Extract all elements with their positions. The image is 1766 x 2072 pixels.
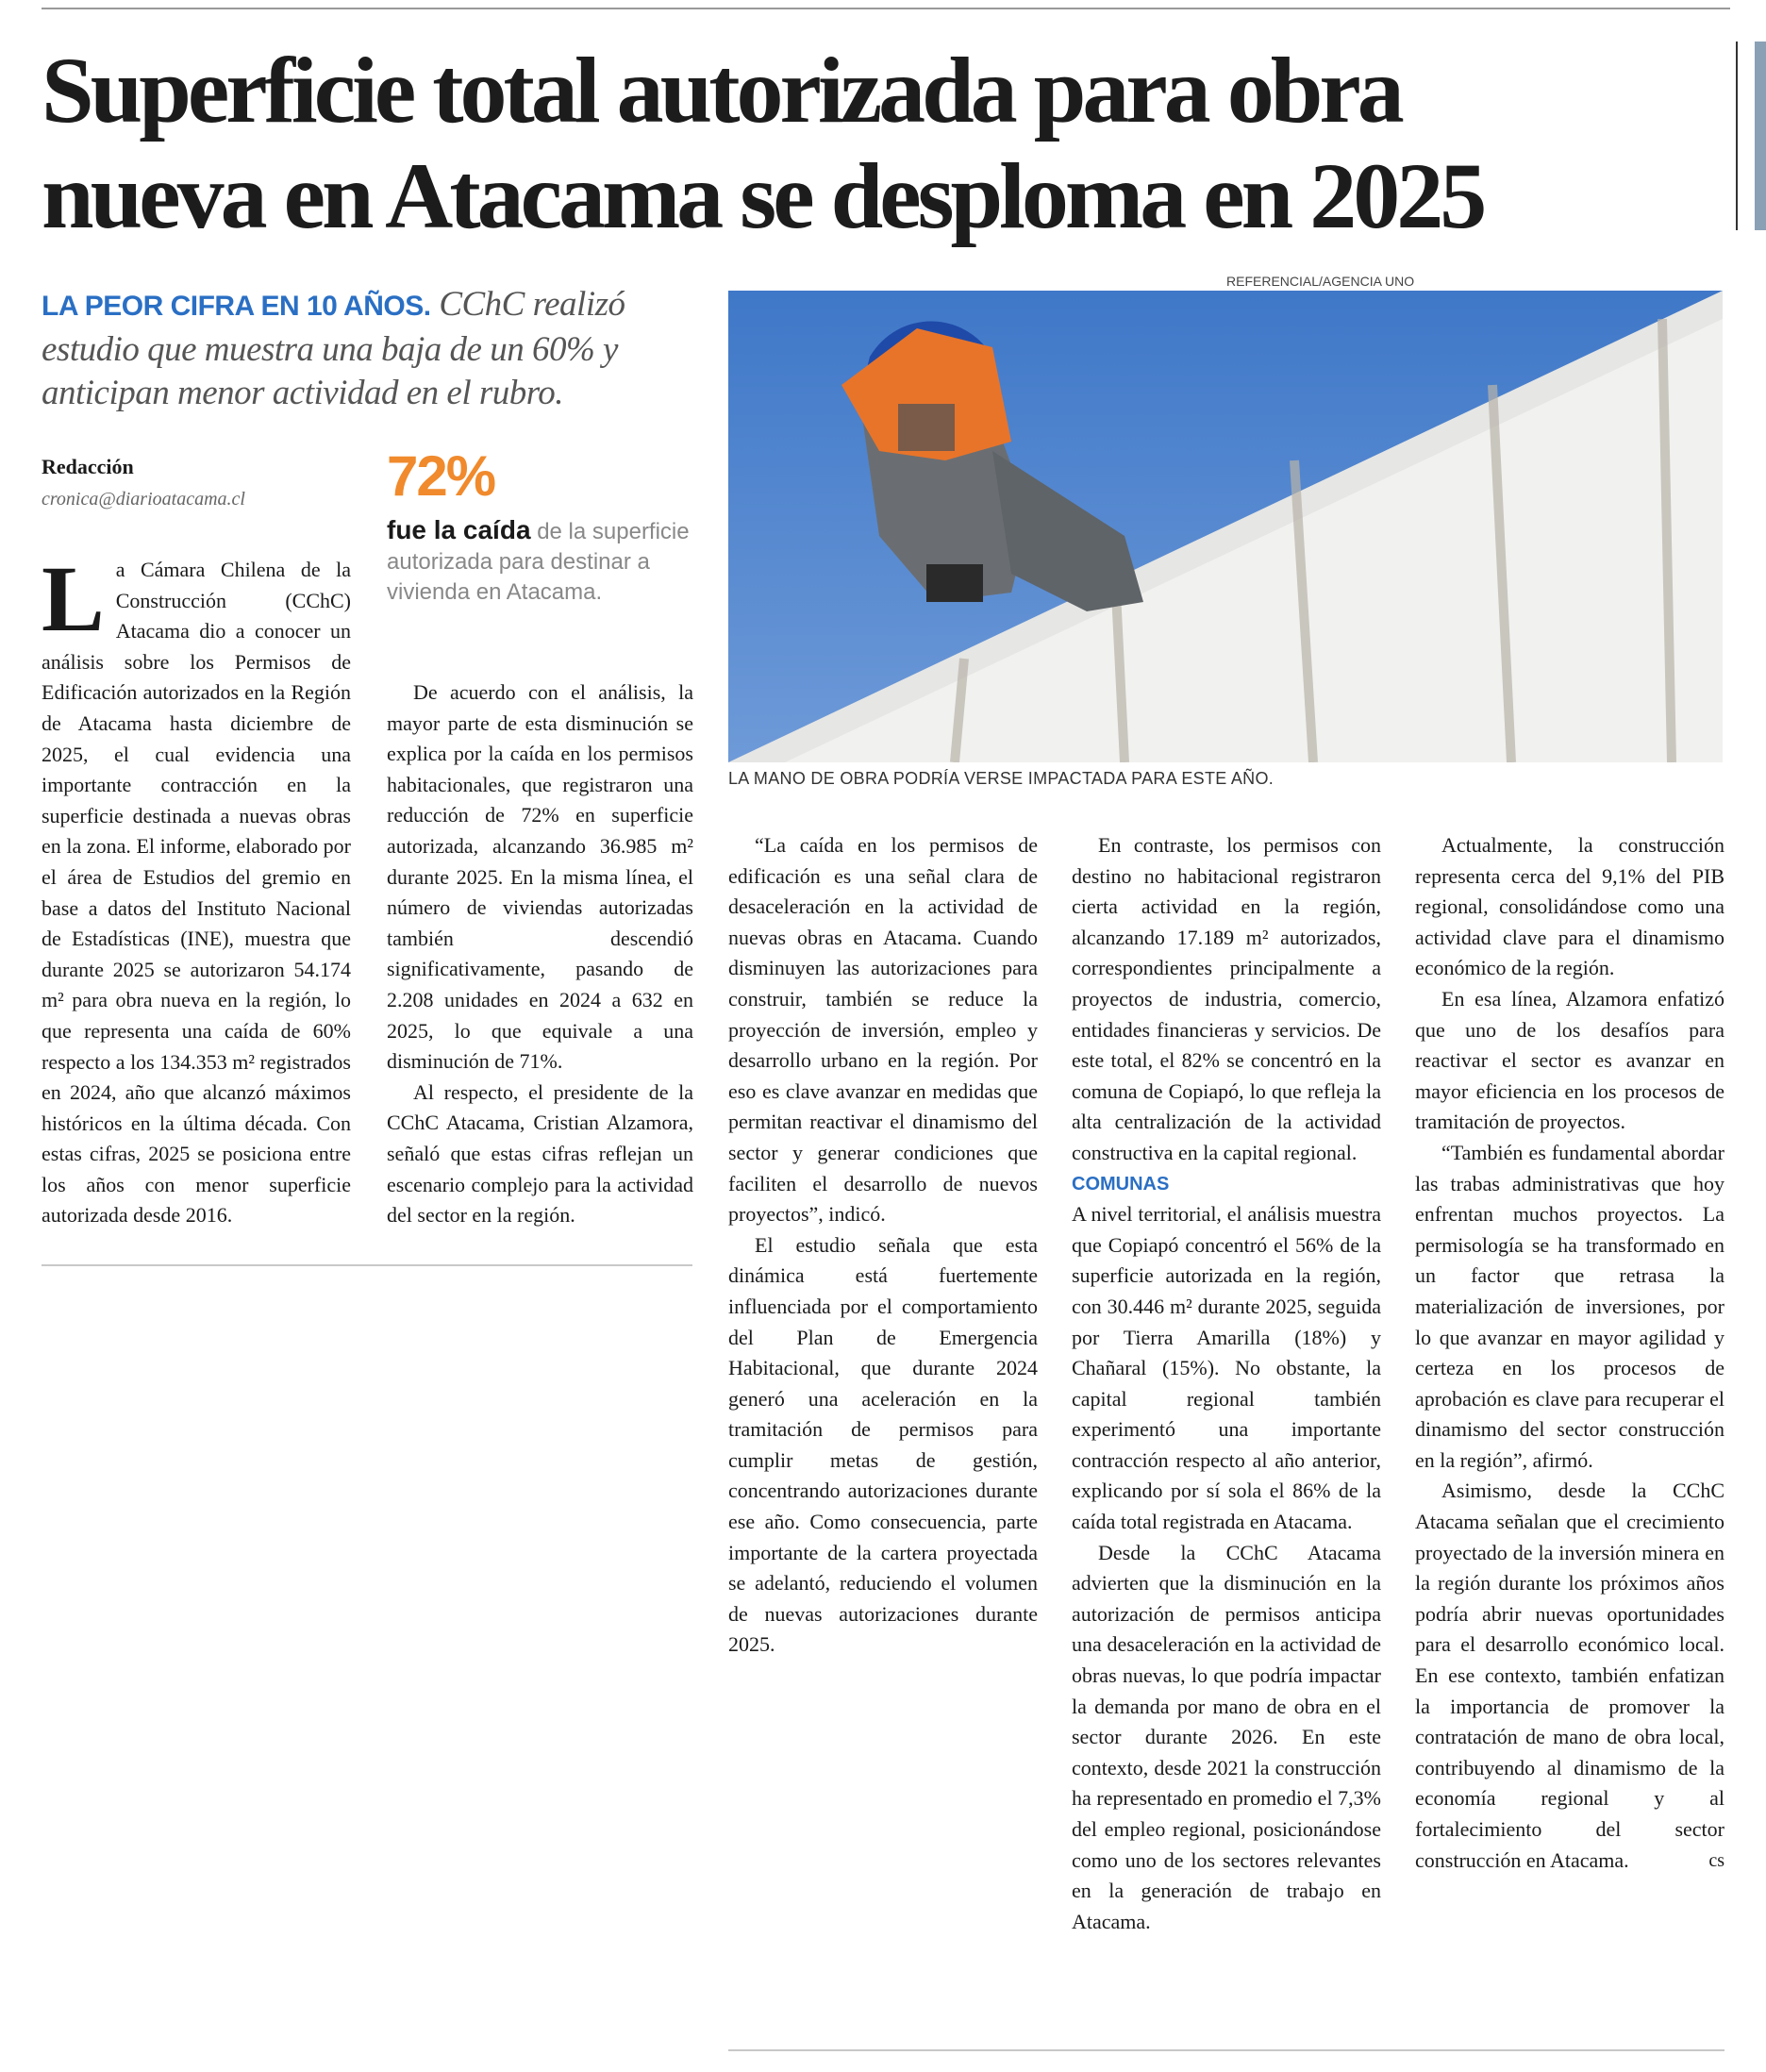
end-mark: cs (1708, 1849, 1724, 1871)
paragraph-4: “La caída en los permisos de edificación es una señal clara de desaceleración en la actividad de nuevas obras en Atacama. Cuando disminuyen las autorizaciones para construir, también se reduce la proyección de inversión, empleo y desarrollo urbano en la región. Por eso es clave avanzar en medidas que permitan reactivar el dinamismo del sector y generar condiciones que faciliten el desarrollo de nuevos proyectos”, indicó. (728, 833, 1038, 1227)
headline-line-1: Superficie total autorizada para obra (42, 38, 1401, 142)
paragraph-3: Al respecto, el presidente de la CChC Atacama, Cristian Alzamora, señaló que estas cifras reflejan un escenario complejo para la actividad del sector en la región. (387, 1079, 693, 1228)
byline-author: Redacción (42, 455, 134, 478)
paragraph-10: En esa línea, Alzamora enfatizó que uno de los desafíos para reactivar el sector es avanzar en mayor eficiencia en los procesos de tramitación de proyectos. (1415, 986, 1724, 1134)
highlight-figure: 72% (387, 444, 495, 508)
highlight-lead: fue la caída (387, 515, 531, 544)
article-column-4 (1072, 830, 1381, 1937)
paragraph-11: “También es fundamental abordar las trabas administrativas que hoy enfrentan muchos proyectos. La permisología se ha transformado en un factor que retrasa la materialización de inversiones, por lo que avanzar en mayor agilidad y certeza en los procesos de aprobación es clave para recuperar el dinamismo del sector construcción en la región”, afirmó. (1415, 1140, 1724, 1472)
article-column-3 (728, 830, 1038, 1661)
paragraph-5: El estudio señala que esta dinámica está fuertemente influenciada por el comportamiento del Plan de Emergencia Habitacional, que durante 2024 generó una aceleración en la tramitación de permisos para cumplir metas de gestión, concentrando autorizaciones durante ese año. Como consecuencia, parte importante de la cartera proyectada se adelantó, reduciendo el volumen de nuevas autorizaciones durante 2025. (728, 1232, 1038, 1657)
article-column-1 (42, 546, 351, 1231)
subhead-comunas: COMUNAS (1072, 1173, 1170, 1195)
article-column-5 (1415, 830, 1724, 1876)
bottom-rule (728, 2049, 1724, 2051)
paragraph-7: A nivel territorial, el análisis muestra que Copiapó concentró el 56% de la superficie autorizada en la región, con 30.446 m² durante 2025, seguida por Tierra Amarilla (18%) y Chañaral (15%). No obstante, la capital regional también experimentó una importante contracción respecto al año anterior, explicando por sí sola el 86% de la caída total registrada en Atacama. (1072, 1202, 1381, 1534)
kicker (42, 283, 692, 415)
paragraph-1: a Cámara Chilena de la Construcción (CChC) Atacama dio a conocer un análisis sobre los Permisos de Edificación autorizados en la Región de Atacama hasta diciembre de 2025, el cual evidencia una importante contracción en la superficie destinada a nuevas obras en la zona. El informe, elaborado por el área de Estudios del gremio en base a datos del Instituto Nacional de Estadísticas (INE), muestra que durante 2025 se autorizaron 54.174 m² para obra nueva en la región, lo que representa una caída de 60% respecto a los 134.353 m² registrados en 2024, año que alcanzó máximos históricos en la última década. Con estas cifras, 2025 se posiciona entre los años con menor superficie autorizada desde 2016. (42, 558, 351, 1228)
column-divider (42, 1264, 692, 1266)
paragraph-2: De acuerdo con el análisis, la mayor parte de esta disminución se explica por la caída en los permisos habitacionales, que registraron una reducción de 72% en superficie autorizada, alcanzando 36.985 m² durante 2025. En la misma línea, el número de viviendas autorizadas también descendió significativamente, pasando de 2.208 unidades en 2024 a 632 en 2025, lo que equivale a una disminución de 71%. (387, 680, 693, 1074)
photo-caption: LA MANO DE OBRA PODRÍA VERSE IMPACTADA PARA ESTE AÑO. (728, 769, 1275, 788)
photo-illustration (728, 291, 1723, 762)
kicker-tag: LA PEOR CIFRA EN 10 AÑOS. (42, 291, 431, 322)
paragraph-12: Asimismo, desde la CChC Atacama señalan que el crecimiento proyectado de la inversión minera en la región durante los próximos años podría abrir nuevas oportunidades para el desarrollo económico local. En ese contexto, también enfatizan la importancia de promover la contratación de mano de obra local, contribuyendo al dinamismo de la economía regional y al fortalecimiento del sector construcción en Atacama. (1415, 1479, 1724, 1872)
headline-line-2: nueva en Atacama se desploma en 2025 (42, 143, 1484, 248)
highlight-rest: de la superficie autorizada para destinar a vivienda en Atacama. (387, 519, 690, 605)
article-column-2 (387, 677, 693, 1231)
adjacent-photo (1755, 42, 1766, 230)
byline-email[interactable]: cronica@diarioatacama.cl (42, 489, 245, 510)
kicker-text: CChC realizó estudio que muestra una baja de un 60% y anticipan menor actividad en el rubro. (42, 285, 625, 412)
paragraph-8: Desde la CChC Atacama advierten que la disminución en la autorización de permisos anticipa una desaceleración en la actividad de obras nuevas, lo que podría impactar la demanda por mano de obra en el sector durante 2026. En este contexto, desde 2021 la construcción ha representado en promedio el 7,3% del empleo regional, posicionándose como uno de los sectores relevantes en la generación de trabajo en Atacama. (1072, 1540, 1381, 1933)
photo-credit: REFERENCIAL/AGENCIA UNO (1226, 274, 1415, 289)
paragraph-6: En contraste, los permisos con destino no habitacional registraron cierta actividad en la región, alcanzando 17.189 m² autorizados, correspondientes principalmente a proyectos de industria, comercio, entidades financieras y servicios. De este total, el 82% se concentró en la comuna de Copiapó, lo que refleja la alta centralización de la actividad constructiva en la capital regional. (1072, 833, 1381, 1164)
top-rule (42, 8, 1730, 9)
highlight-text (387, 515, 698, 608)
worker-photo (728, 291, 1723, 762)
paragraph-9: Actualmente, la construcción representa cerca del 9,1% del PIB regional, consolidándose como una actividad clave para el dinamismo económico de la región. (1415, 833, 1724, 980)
headline (42, 38, 1740, 249)
drop-cap: L (42, 546, 105, 651)
adjacent-article-strip (1755, 38, 1766, 2066)
